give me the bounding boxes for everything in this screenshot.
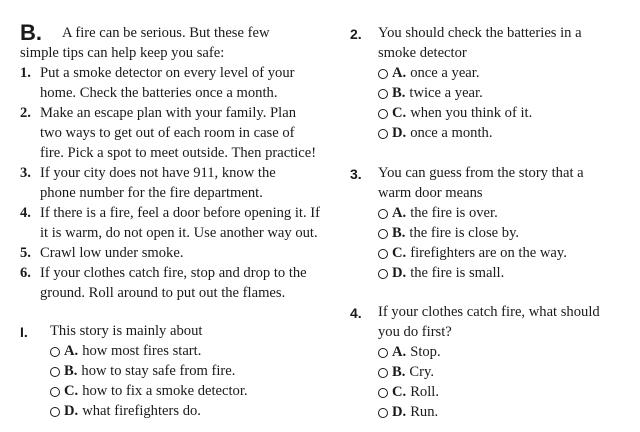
tip-line: Put a smoke detector on every level of your [40,65,295,81]
answer-option[interactable]: B. how to stay safe from fire. [50,362,235,382]
tip-number: 2. [20,105,31,121]
radio-circle-icon[interactable] [378,249,388,259]
tip-line: fire. Pick a spot to meet outside. Then practice! [40,145,317,161]
answer-option[interactable]: D. Run. [378,403,438,423]
answer-option[interactable]: A. how most fires start. [50,342,201,362]
radio-circle-icon[interactable] [378,348,388,358]
radio-circle-icon[interactable] [378,368,388,378]
question-stem: If your clothes catch fire, what should [378,304,600,320]
answer-option[interactable]: C. how to fix a smoke detector. [50,382,248,402]
answer-option[interactable]: B. Cry. [378,363,434,383]
radio-circle-icon[interactable] [50,407,60,417]
radio-circle-icon[interactable] [378,209,388,219]
question-stem: warm door means [378,185,483,201]
answer-option[interactable]: A. the fire is over. [378,204,498,224]
radio-circle-icon[interactable] [378,269,388,279]
tip-line: ground. Roll around to put out the flames. [40,285,286,301]
question-stem: smoke detector [378,45,467,61]
answer-option[interactable]: C. firefighters are on the way. [378,244,567,264]
radio-circle-icon[interactable] [50,367,60,377]
answer-option[interactable]: A. once a year. [378,64,479,84]
question-number: I. [20,324,28,340]
answer-option[interactable]: D. what firefighters do. [50,402,201,422]
tip-number: 3. [20,165,31,181]
radio-circle-icon[interactable] [378,408,388,418]
tip-number: 1. [20,65,31,81]
tip-line: If there is a fire, feel a door before opening it. If [40,205,320,221]
tip-line: Crawl low under smoke. [40,245,184,261]
answer-option[interactable]: C. when you think of it. [378,104,532,124]
question-number: 4. [350,305,362,321]
section-label: B. [20,20,42,45]
question-number: 2. [350,26,362,42]
radio-circle-icon[interactable] [378,89,388,99]
answer-option[interactable]: D. once a month. [378,124,492,144]
tip-line: If your city does not have 911, know the [40,165,276,181]
radio-circle-icon[interactable] [50,347,60,357]
radio-circle-icon[interactable] [50,387,60,397]
tip-line: home. Check the batteries once a month. [40,85,278,101]
question-stem: you do first? [378,324,452,340]
intro-line: simple tips can help keep you safe: [20,45,225,61]
radio-circle-icon[interactable] [378,229,388,239]
answer-option[interactable]: A. Stop. [378,343,441,363]
question-stem: You can guess from the story that a [378,165,584,181]
answer-option[interactable]: D. the fire is small. [378,264,504,284]
tip-number: 5. [20,245,31,261]
answer-option[interactable]: B. the fire is close by. [378,224,519,244]
question-stem: This story is mainly about [50,323,203,339]
intro-line: A fire can be serious. But these few [62,25,270,41]
tip-line: Make an escape plan with your family. Plan [40,105,296,121]
radio-circle-icon[interactable] [378,109,388,119]
tip-number: 6. [20,265,31,281]
tip-number: 4. [20,205,31,221]
answer-option[interactable]: C. Roll. [378,383,439,403]
question-stem: You should check the batteries in a [378,25,582,41]
tip-line: If your clothes catch fire, stop and drop to the [40,265,307,281]
radio-circle-icon[interactable] [378,388,388,398]
radio-circle-icon[interactable] [378,69,388,79]
tip-line: it is warm, do not open it. Use another way out. [40,225,318,241]
tip-line: two ways to get out of each room in case of [40,125,295,141]
answer-option[interactable]: B. twice a year. [378,84,483,104]
radio-circle-icon[interactable] [378,129,388,139]
question-number: 3. [350,166,362,182]
tip-line: phone number for the fire department. [40,185,263,201]
